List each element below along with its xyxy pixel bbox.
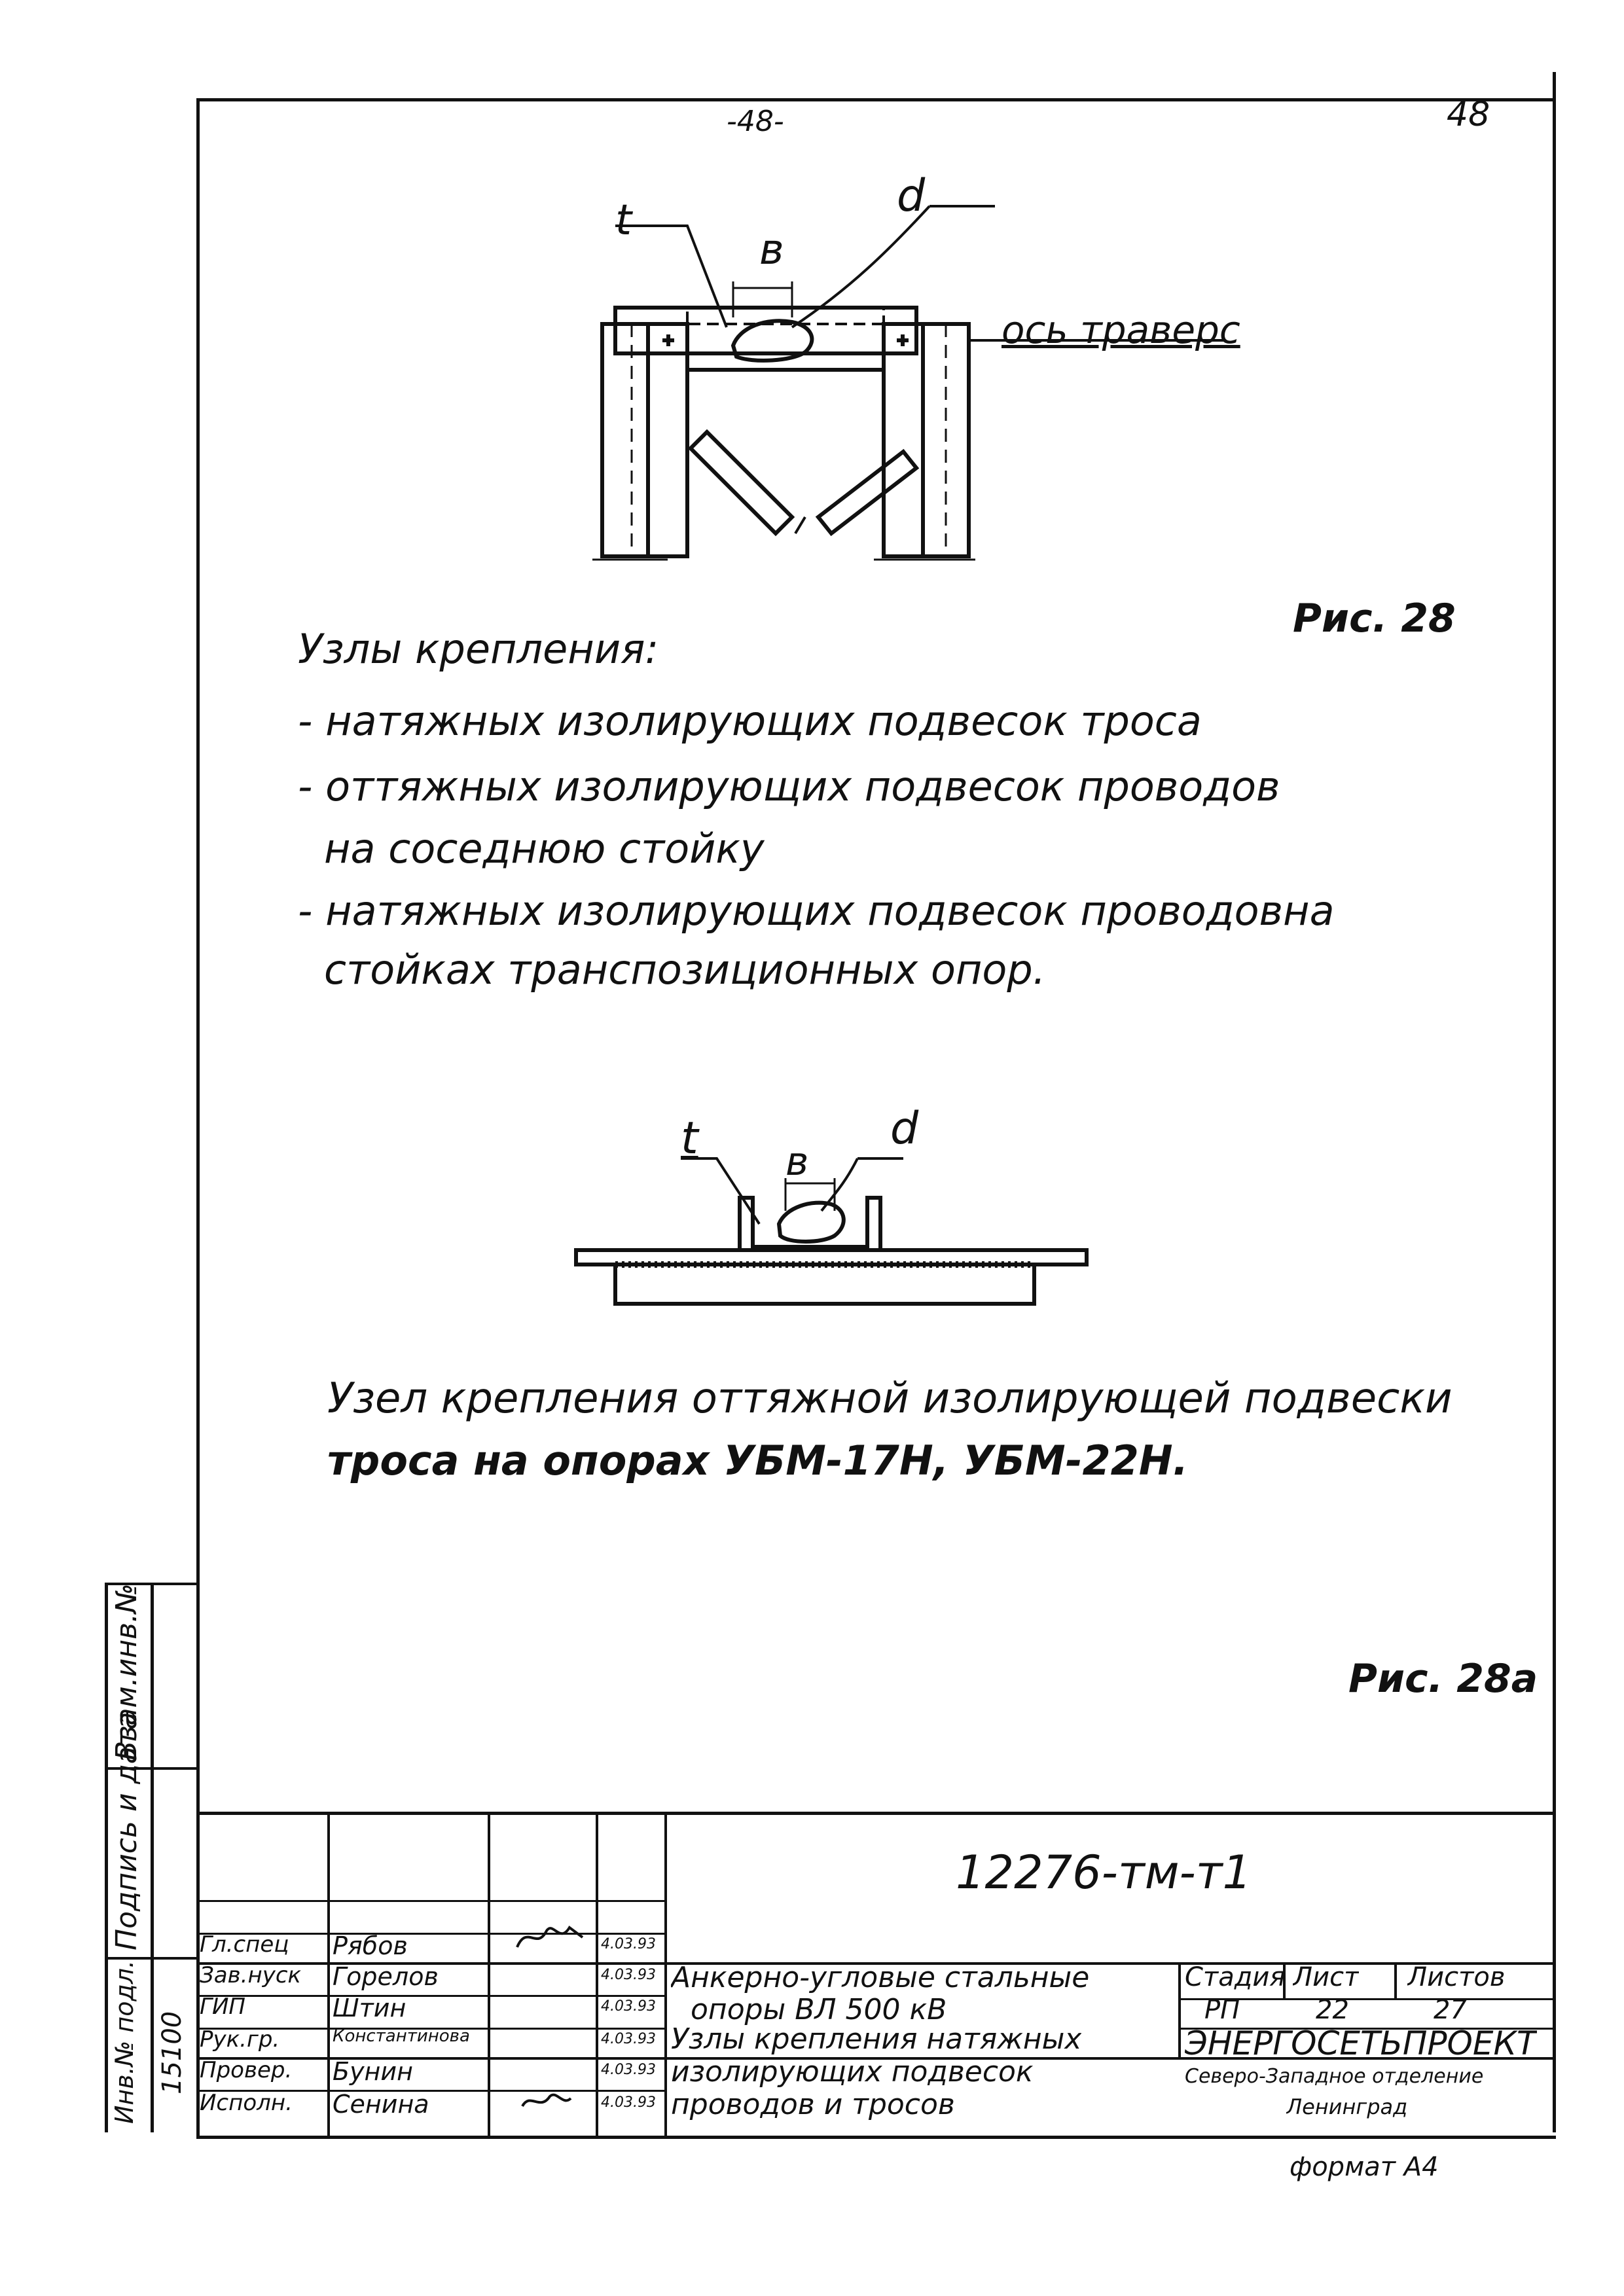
text-line-1: - натяжных изолирующих подвесок троса xyxy=(298,697,1202,745)
tb-project-title-2: опоры ВЛ 500 кВ xyxy=(691,1993,947,2026)
fig2-desc-2: троса на опорах УБМ-17Н, УБМ-22Н. xyxy=(327,1437,1189,1484)
tb-date-1: 4.03.93 xyxy=(601,1936,656,1952)
tb-name-4: Константинова xyxy=(333,2026,470,2046)
side-podpis: Подпись и дата xyxy=(110,1712,143,1950)
fig1-axis-label: ось траверс xyxy=(1001,308,1240,352)
fig1-label-d: d xyxy=(897,170,926,222)
page-number-corner: 48 xyxy=(1447,95,1490,134)
signature-1 xyxy=(511,1918,589,1957)
fig2-caption: Рис. 28а xyxy=(1348,1656,1538,1702)
fig1-caption: Рис. 28 xyxy=(1293,596,1456,641)
side-vzam: Взам.инв.№ xyxy=(110,1583,143,1761)
text-line-3: на соседнюю стойку xyxy=(324,825,765,872)
tb-sheets: 27 xyxy=(1434,1995,1467,2025)
text-line-5: стойках транспозиционных опор. xyxy=(324,946,1046,994)
tb-project-title-1: Анкерно-угловые стальные xyxy=(671,1961,1090,1994)
signature-2 xyxy=(517,2087,576,2116)
text-heading: Узлы крепления: xyxy=(298,625,659,673)
tb-sheets-header: Листов xyxy=(1407,1962,1506,1992)
text-line-2: - оттяжных изолирующих подвесок проводов xyxy=(298,762,1280,810)
tb-date-5: 4.03.93 xyxy=(601,2062,656,2078)
tb-date-4: 4.03.93 xyxy=(601,2031,656,2047)
tb-sheet-title-3: проводов и тросов xyxy=(671,2088,955,2121)
tb-stage: РП xyxy=(1204,1995,1240,2025)
tb-sheet-header: Лист xyxy=(1293,1962,1360,1992)
text-line-4: - натяжных изолирующих подвесок проводовна xyxy=(298,887,1335,935)
side-stamp-border xyxy=(105,1583,108,2132)
tb-name-6: Сенина xyxy=(333,2090,429,2119)
tb-role-5: Провер. xyxy=(200,2057,293,2083)
tb-date-6: 4.03.93 xyxy=(601,2094,656,2111)
fig1-label-b: в xyxy=(759,226,784,274)
tb-name-1: Рябов xyxy=(333,1931,408,1960)
figure-28a-drawing xyxy=(563,1126,1100,1335)
page-number-center: -48- xyxy=(727,105,784,138)
tb-org-3: Ленинград xyxy=(1286,2094,1408,2119)
side-stamp-line-3 xyxy=(105,1957,196,1960)
figure-28-drawing xyxy=(576,177,1296,569)
fig2-desc-1: Узел крепления оттяжной изолирующей подвески xyxy=(327,1374,1453,1423)
side-inv-value: 15100 xyxy=(157,2011,187,2094)
tb-org-1: ЭНЕРГОСЕТЬПРОЕКТ xyxy=(1185,2024,1537,2062)
tb-sheet-title-1: Узлы крепления натяжных xyxy=(671,2022,1082,2056)
tb-doc-code: 12276-тм-т1 xyxy=(956,1846,1252,1899)
fig2-label-t: t xyxy=(681,1113,698,1164)
fig2-label-b: в xyxy=(785,1139,809,1185)
side-stamp-divider xyxy=(151,1583,154,2132)
tb-role-3: ГИП xyxy=(200,1994,245,2020)
format-label: формат А4 xyxy=(1290,2152,1439,2182)
tb-date-3: 4.03.93 xyxy=(601,1998,656,2015)
tb-name-2: Горелов xyxy=(333,1962,439,1991)
tb-name-5: Бунин xyxy=(333,2057,413,2086)
tb-org-2: Северо-Западное отделение xyxy=(1185,2065,1484,2088)
tb-role-1: Гл.спец xyxy=(200,1931,289,1958)
tb-date-2: 4.03.93 xyxy=(601,1967,656,1983)
frame-right-edge xyxy=(1553,72,1556,2132)
tb-name-3: Штин xyxy=(333,1994,406,2022)
fig2-label-d: d xyxy=(890,1103,919,1155)
side-inv: Инв.№ подл. xyxy=(110,1960,139,2124)
fig1-label-t: t xyxy=(615,196,632,245)
tb-sheet-title-2: изолирующих подвесок xyxy=(671,2055,1034,2089)
tb-stage-header: Стадия xyxy=(1185,1962,1286,1992)
tb-sheet: 22 xyxy=(1316,1995,1349,2025)
tb-role-4: Рук.гр. xyxy=(200,2026,280,2053)
tb-role-6: Исполн. xyxy=(200,2090,293,2116)
tb-role-2: Зав.нуск xyxy=(200,1962,302,1988)
